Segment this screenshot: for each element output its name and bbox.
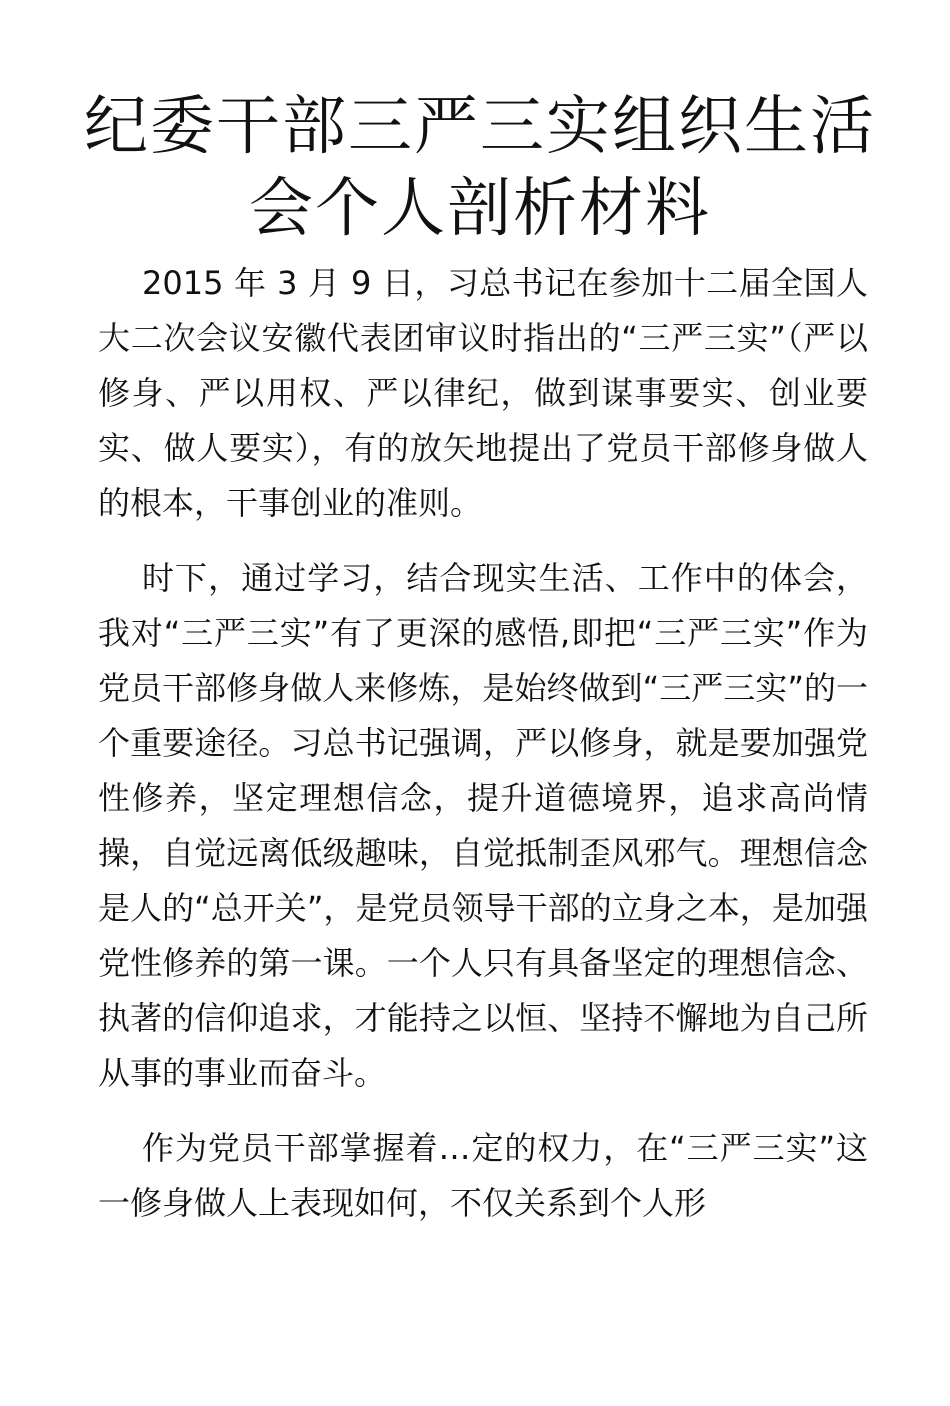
paragraph-1: 2015 年 3 月 9 日，习总书记在参加十二届全国人大二次会议安徽代表团审议时指出的“三严三实”（严以修身、严以用权、严以律纪，做到谋事要实、创业要实、做人要实），有的放矢地提出了党员干部修身做人的根本，干事创业的准则。 <box>98 264 868 522</box>
paragraph-3: 作为党员干部掌握着…定的权力，在“三严三实”这一修身做人上表现如何，不仅关系到个人形 <box>98 1129 868 1222</box>
paragraph-2: 时下，通过学习，结合现实生活、工作中的体会，我对“三严三实”有了更深的感悟,即把“三严三实”作为党员干部修身做人来修炼，是始终做到“三严三实”的一个重要途径。习总书记强调，严以修身，就是要加强党性修养，坚定理想信念，提升道德境界，追求高尚情操，自觉远离低级趣味，自觉抵制歪风邪气。理想信念是人的“总开关”，是党员领导干部的立身之本，是加强党性修养的第一课。一个人只有具备坚定的理想信念、执著的信仰追求，才能持之以恒、坚持不懈地为自己所从事的事业而奋斗。 <box>98 559 868 1092</box>
document-body <box>98 256 868 1251</box>
document-title: 纪委干部三严三实组织生活会个人剖析材料 <box>84 90 876 246</box>
